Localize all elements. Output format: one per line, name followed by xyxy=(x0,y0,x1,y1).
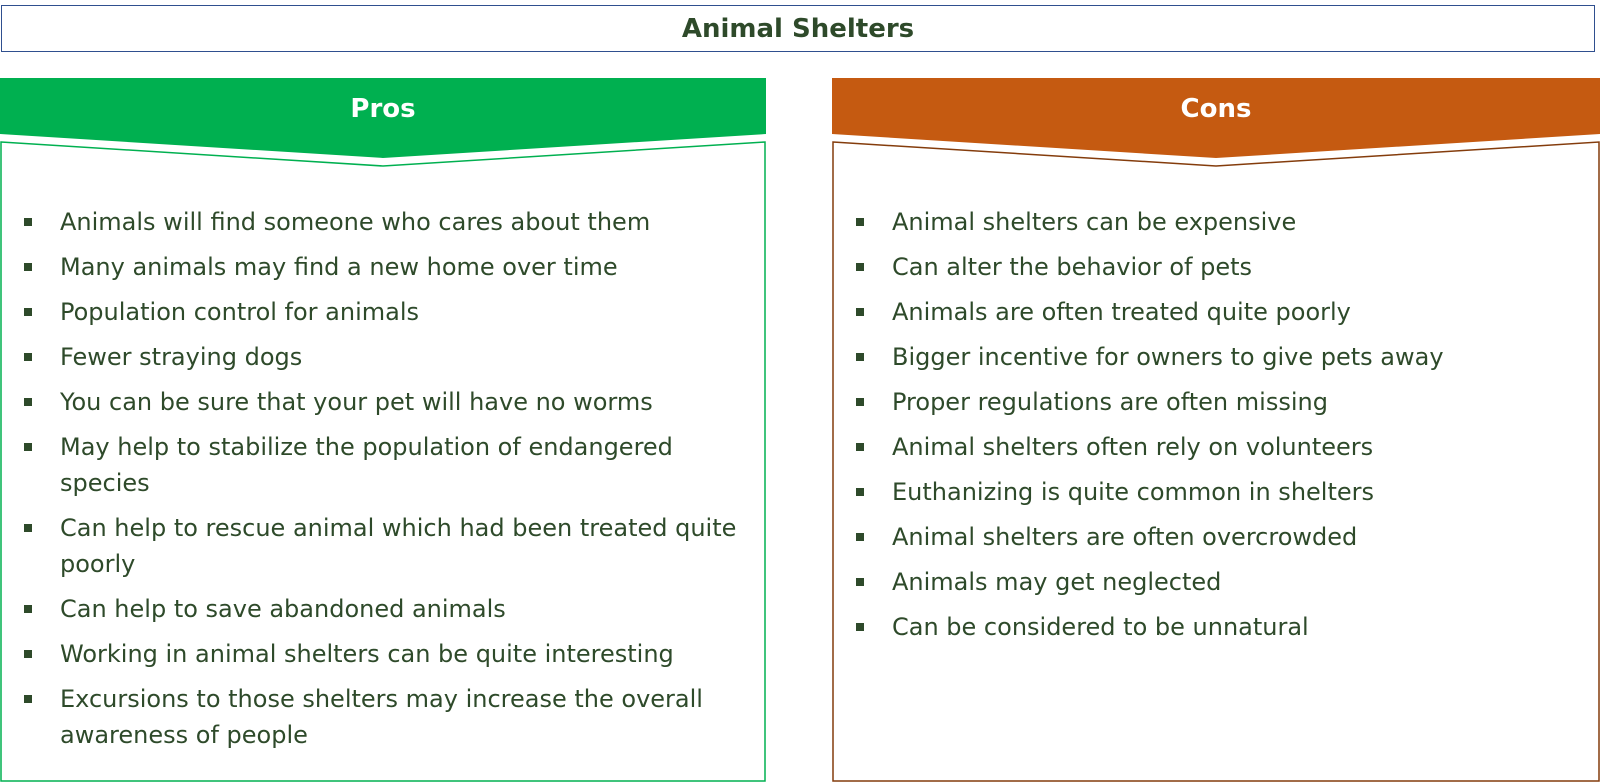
cons-item xyxy=(832,474,1600,510)
cons-item xyxy=(832,609,1600,645)
pros-item-text: May help to stabilize the population of endangered species xyxy=(60,433,673,497)
pros-item xyxy=(0,681,766,753)
pros-item xyxy=(0,339,766,375)
cons-item xyxy=(832,429,1600,465)
pros-item xyxy=(0,636,766,672)
cons-item-text: Proper regulations are often missing xyxy=(892,388,1328,416)
bullet-icon xyxy=(24,524,32,532)
pros-column xyxy=(0,78,766,782)
cons-item-text: Bigger incentive for owners to give pets away xyxy=(892,343,1444,371)
cons-list xyxy=(832,204,1600,654)
pros-item-text: You can be sure that your pet will have no worms xyxy=(60,388,653,416)
bullet-icon xyxy=(24,353,32,361)
bullet-icon xyxy=(856,578,864,586)
pros-item-text: Can help to rescue animal which had been treated quite poorly xyxy=(60,514,737,578)
title-box xyxy=(1,5,1595,52)
pros-item-text: Population control for animals xyxy=(60,298,420,326)
bullet-icon xyxy=(856,533,864,541)
pros-item-text: Fewer straying dogs xyxy=(60,343,303,371)
pros-list xyxy=(0,204,766,762)
pros-item-text: Working in animal shelters can be quite interesting xyxy=(60,640,674,668)
cons-item-text: Can alter the behavior of pets xyxy=(892,253,1253,281)
bullet-icon xyxy=(856,623,864,631)
cons-item-text: Animal shelters can be expensive xyxy=(892,208,1297,236)
bullet-icon xyxy=(24,398,32,406)
cons-item-text: Animals are often treated quite poorly xyxy=(892,298,1351,326)
bullet-icon xyxy=(24,605,32,613)
bullet-icon xyxy=(856,398,864,406)
pros-item-text: Excursions to those shelters may increase the overall awareness of people xyxy=(60,685,703,749)
pros-item xyxy=(0,591,766,627)
cons-item-text: Animal shelters are often overcrowded xyxy=(892,523,1358,551)
cons-item xyxy=(832,519,1600,555)
bullet-icon xyxy=(24,443,32,451)
cons-item xyxy=(832,384,1600,420)
bullet-icon xyxy=(856,443,864,451)
bullet-icon xyxy=(856,353,864,361)
pros-header: Pros xyxy=(350,94,416,124)
page-title: Animal Shelters xyxy=(681,13,915,44)
bullet-icon xyxy=(24,650,32,658)
bullet-icon xyxy=(24,695,32,703)
cons-item-text: Animal shelters often rely on volunteers xyxy=(892,433,1374,461)
bullet-icon xyxy=(856,308,864,316)
bullet-icon xyxy=(24,308,32,316)
bullet-icon xyxy=(24,263,32,271)
pros-item xyxy=(0,384,766,420)
cons-item xyxy=(832,249,1600,285)
cons-item xyxy=(832,204,1600,240)
pros-item-text: Animals will find someone who cares about them xyxy=(60,208,651,236)
cons-item xyxy=(832,294,1600,330)
pros-item-text: Can help to save abandoned animals xyxy=(60,595,506,623)
cons-item xyxy=(832,339,1600,375)
bullet-icon xyxy=(856,488,864,496)
cons-item-text: Can be considered to be unnatural xyxy=(892,613,1309,641)
bullet-icon xyxy=(856,263,864,271)
bullet-icon xyxy=(856,218,864,226)
cons-item xyxy=(832,564,1600,600)
pros-item xyxy=(0,294,766,330)
cons-item-text: Animals may get neglected xyxy=(892,568,1222,596)
pros-item xyxy=(0,510,766,582)
cons-header: Cons xyxy=(1180,94,1252,124)
cons-column xyxy=(832,78,1600,782)
bullet-icon xyxy=(24,218,32,226)
pros-item xyxy=(0,204,766,240)
pros-item xyxy=(0,429,766,501)
pros-item-text: Many animals may find a new home over time xyxy=(60,253,618,281)
pros-item xyxy=(0,249,766,285)
cons-item-text: Euthanizing is quite common in shelters xyxy=(892,478,1375,506)
